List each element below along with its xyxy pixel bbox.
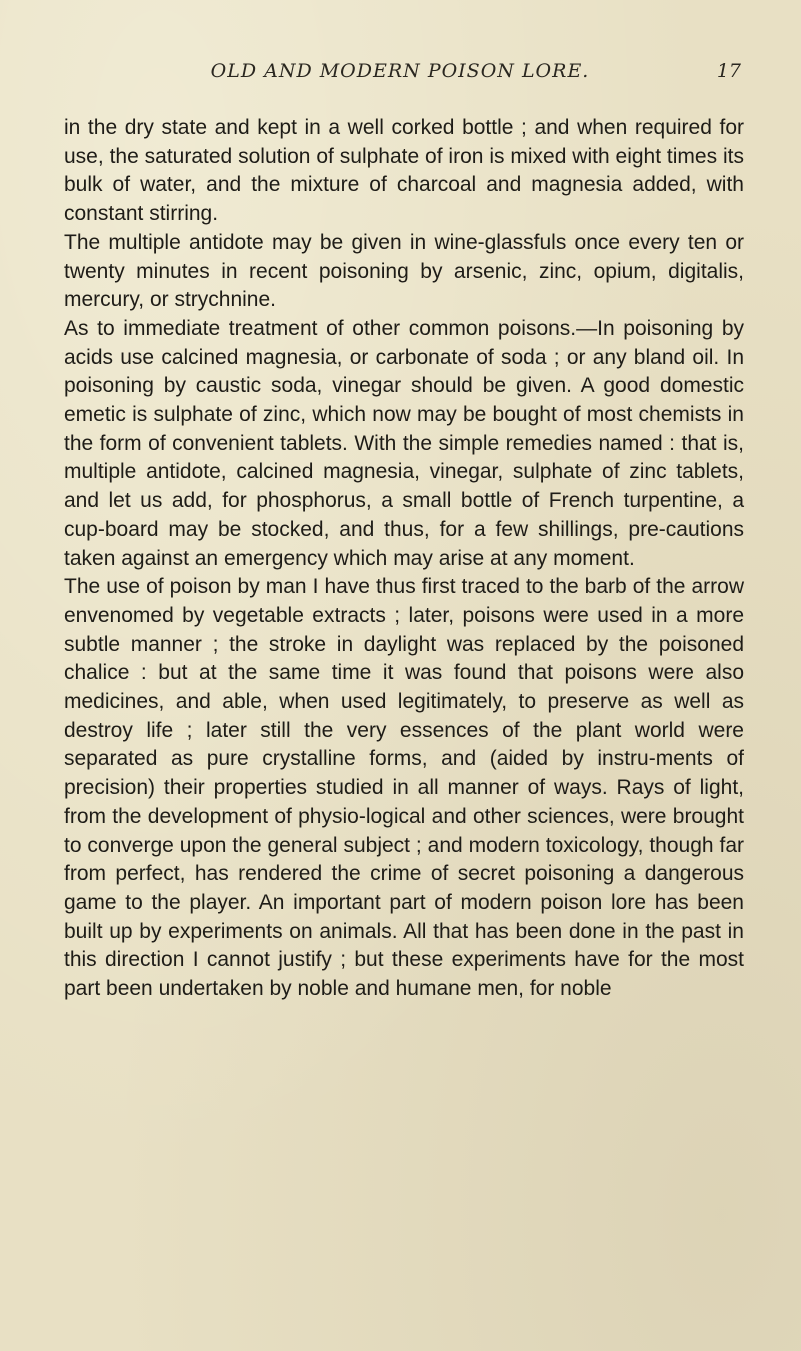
- paragraph: in the dry state and kept in a well corked bottle ; and when required for use, the saturated solution of sulphate of iron is mixed with eight times its bulk of water, and the mixture of charcoal and magnesia added, with constant stirring.: [64, 116, 744, 226]
- paragraph: As to immediate treatment of other common poisons.—In poisoning by acids use calcined magnesia, or carbonate of soda ; or any bland oil. In poisoning by caustic soda, vinegar should be given. A good domestic emetic is sulphate of zinc, which now may be bought of most chemists in the form of convenient tablets. With the simple remedies named : that is, multiple antidote, calcined magnesia, vinegar, sulphate of zinc tablets, and let us add, for phosphorus, a small bottle of French turpentine, a cup-board may be stocked, and thus, for a few shillings, pre-cautions taken against an emergency which may arise at any moment.: [64, 316, 744, 570]
- paragraph: The multiple antidote may be given in wine-glassfuls once every ten or twenty minutes in recent poisoning by arsenic, zinc, opium, digitalis, mercury, or strychnine.: [64, 230, 744, 312]
- paragraph: The use of poison by man I have thus first traced to the barb of the arrow envenomed by vegetable extracts ; later, poisons were used in a more subtle manner ; the stroke in daylight was replaced by the poisoned chalice : but at the same time it was found that poisons were also medicines, and able, when used legitimately, to preserve as well as destroy life ; later still the very essences of the plant world were separated as pure crystalline forms, and (aided by instru-ments of precision) their properties studied in all manner of ways. Rays of light, from the development of physio-logical and other sciences, were brought to converge upon the general subject ; and modern toxicology, though far from perfect, has rendered the crime of secret poisoning a dangerous game to the player. An important part of modern poison lore has been built up by experiments on animals. All that has been done in the past in this direction I cannot justify ; but these experiments have for the most part been undertaken by noble and humane men, for noble: [64, 575, 744, 1001]
- running-head-title: OLD AND MODERN POISON LORE.: [210, 60, 590, 82]
- body-text: [64, 114, 744, 1004]
- page-number: 17: [716, 60, 741, 82]
